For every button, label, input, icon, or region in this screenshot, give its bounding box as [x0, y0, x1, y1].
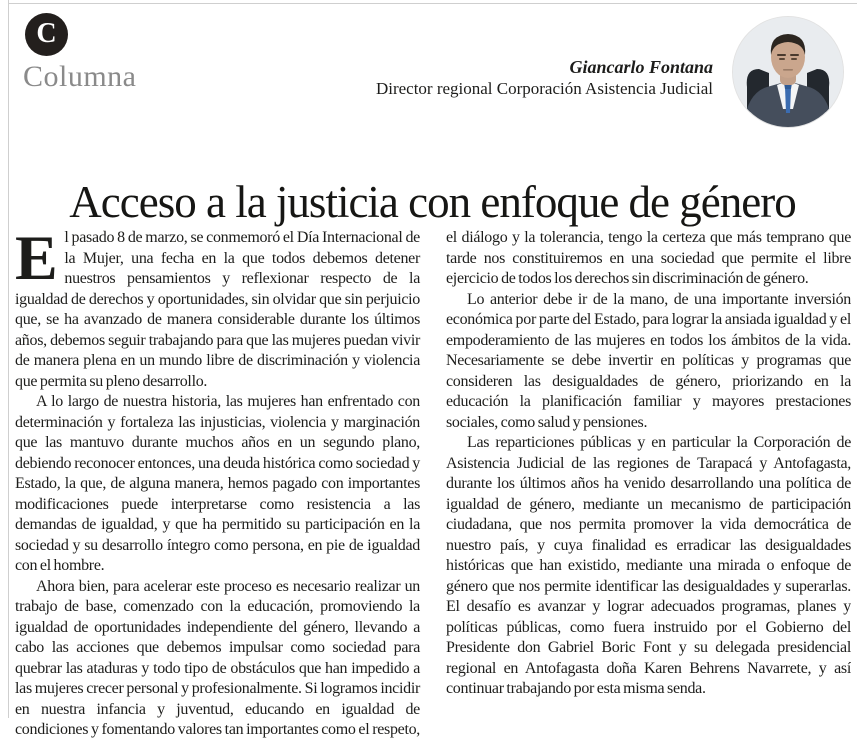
article-paragraph: Lo anterior debe ir de la mano, de una importante inversión económica por parte del Estado, para lograr la ansiada igualdad y el empoderamiento de las mujeres en todos los ámbitos de la vida. Necesariamente se debe invertir en políticas y programas que consideren las desigualdades de género, priorizando en la educación la planificación familiar y mayores prestaciones sociales, como salud y pensiones.	[446, 290, 851, 431]
columna-logo-letter: C	[36, 17, 57, 49]
page-left-border	[8, 0, 9, 718]
author-name: Giancarlo Fontana	[569, 57, 713, 77]
author-photo-illustration	[733, 17, 843, 127]
article-paragraph: Las reparticiones públicas y en particular la Corporación de Asistencia Judicial de las regiones de Tarapacá y Antofagasta, durante los últimos años ha venido desarrollando una política de igualdad de género, mediante un mecanismo de participación ciudadana, que nos permita promover la vida democrática de nuestro país, y cuya finalidad es erradicar las desigualdades históricas que han existido, mediante una mirada o enfoque de género que nos permite identificar las desigualdades y superarlas. El desafío es avanzar y lograr adecuados programas, planes y políticas públicas, como fuera instruido por el Gobierno del Presidente don Gabriel Boric Font y su delegada presidencial regional en Antofagasta doña Karen Behrens Navarrete, y así continuar trabajando por esta misma senda.	[446, 434, 851, 697]
author-title: Director regional Corporación Asistencia Judicial	[375, 79, 713, 98]
page-top-border	[8, 3, 857, 4]
drop-cap: E	[15, 228, 58, 293]
author-photo	[733, 17, 843, 127]
article-paragraph: Ahora bien, para acelerar este proceso es necesario realizar un trabajo de base, comenzado con la educación, promoviendo la igualdad de oportunidades independiente del género, llevando a cabo las acciones que debemos impulsar como sociedad para quebrar las ataduras y todo tipo de obstáculos que han impedido a las mujeres crecer personal y profesionalmente. Si logramos incidir en nuestra infancia y juventud, educando en igualdad de condiciones y fomentando valores tan importantes como el respeto, el diálogo y la tolerancia, tengo la certeza que más temprano que tarde nos constituiremos en una sociedad que permite el libre ejercicio de todos los derechos sin discriminación de género.	[15, 229, 851, 738]
article-paragraph: A lo largo de nuestra historia, las mujeres han enfrentado con determinación y fortaleza las injusticias, violencia y marginación que las mantuvo durante muchos años en un segundo plano, debiendo reconocer entonces, una deuda histórica como sociedad y Estado, la que, de alguna manera, hemos pagado con importantes modificaciones puede interpretarse como resistencia a las demandas de igualdad, y que ha permitido su participación en la sociedad y su desarrollo íntegro como persona, en pie de igualdad con el hombre.	[15, 393, 420, 574]
article-paragraph	[15, 228, 420, 392]
columna-section-icon	[25, 13, 68, 56]
article-body	[15, 228, 851, 751]
article-headline: Acceso a la justicia con enfoque de género	[69, 177, 796, 228]
author-block	[376, 57, 713, 99]
section-label: Columna	[23, 60, 137, 93]
article-paragraph-text: l pasado 8 de marzo, se conmemoró el Día Internacional de la Mujer, una fecha en la que todos debemos detener nuestros pensamientos y reflexionar respecto de la igualdad de derechos y oportunidades, sin olvidar que sin perjuicio que, se ha avanzado de manera considerable durante los últimos años, debemos seguir trabajando para que las mujeres puedan vivir de manera plena en un mundo libre de discriminación y violencia que permita su pleno desarrollo.	[15, 229, 420, 390]
